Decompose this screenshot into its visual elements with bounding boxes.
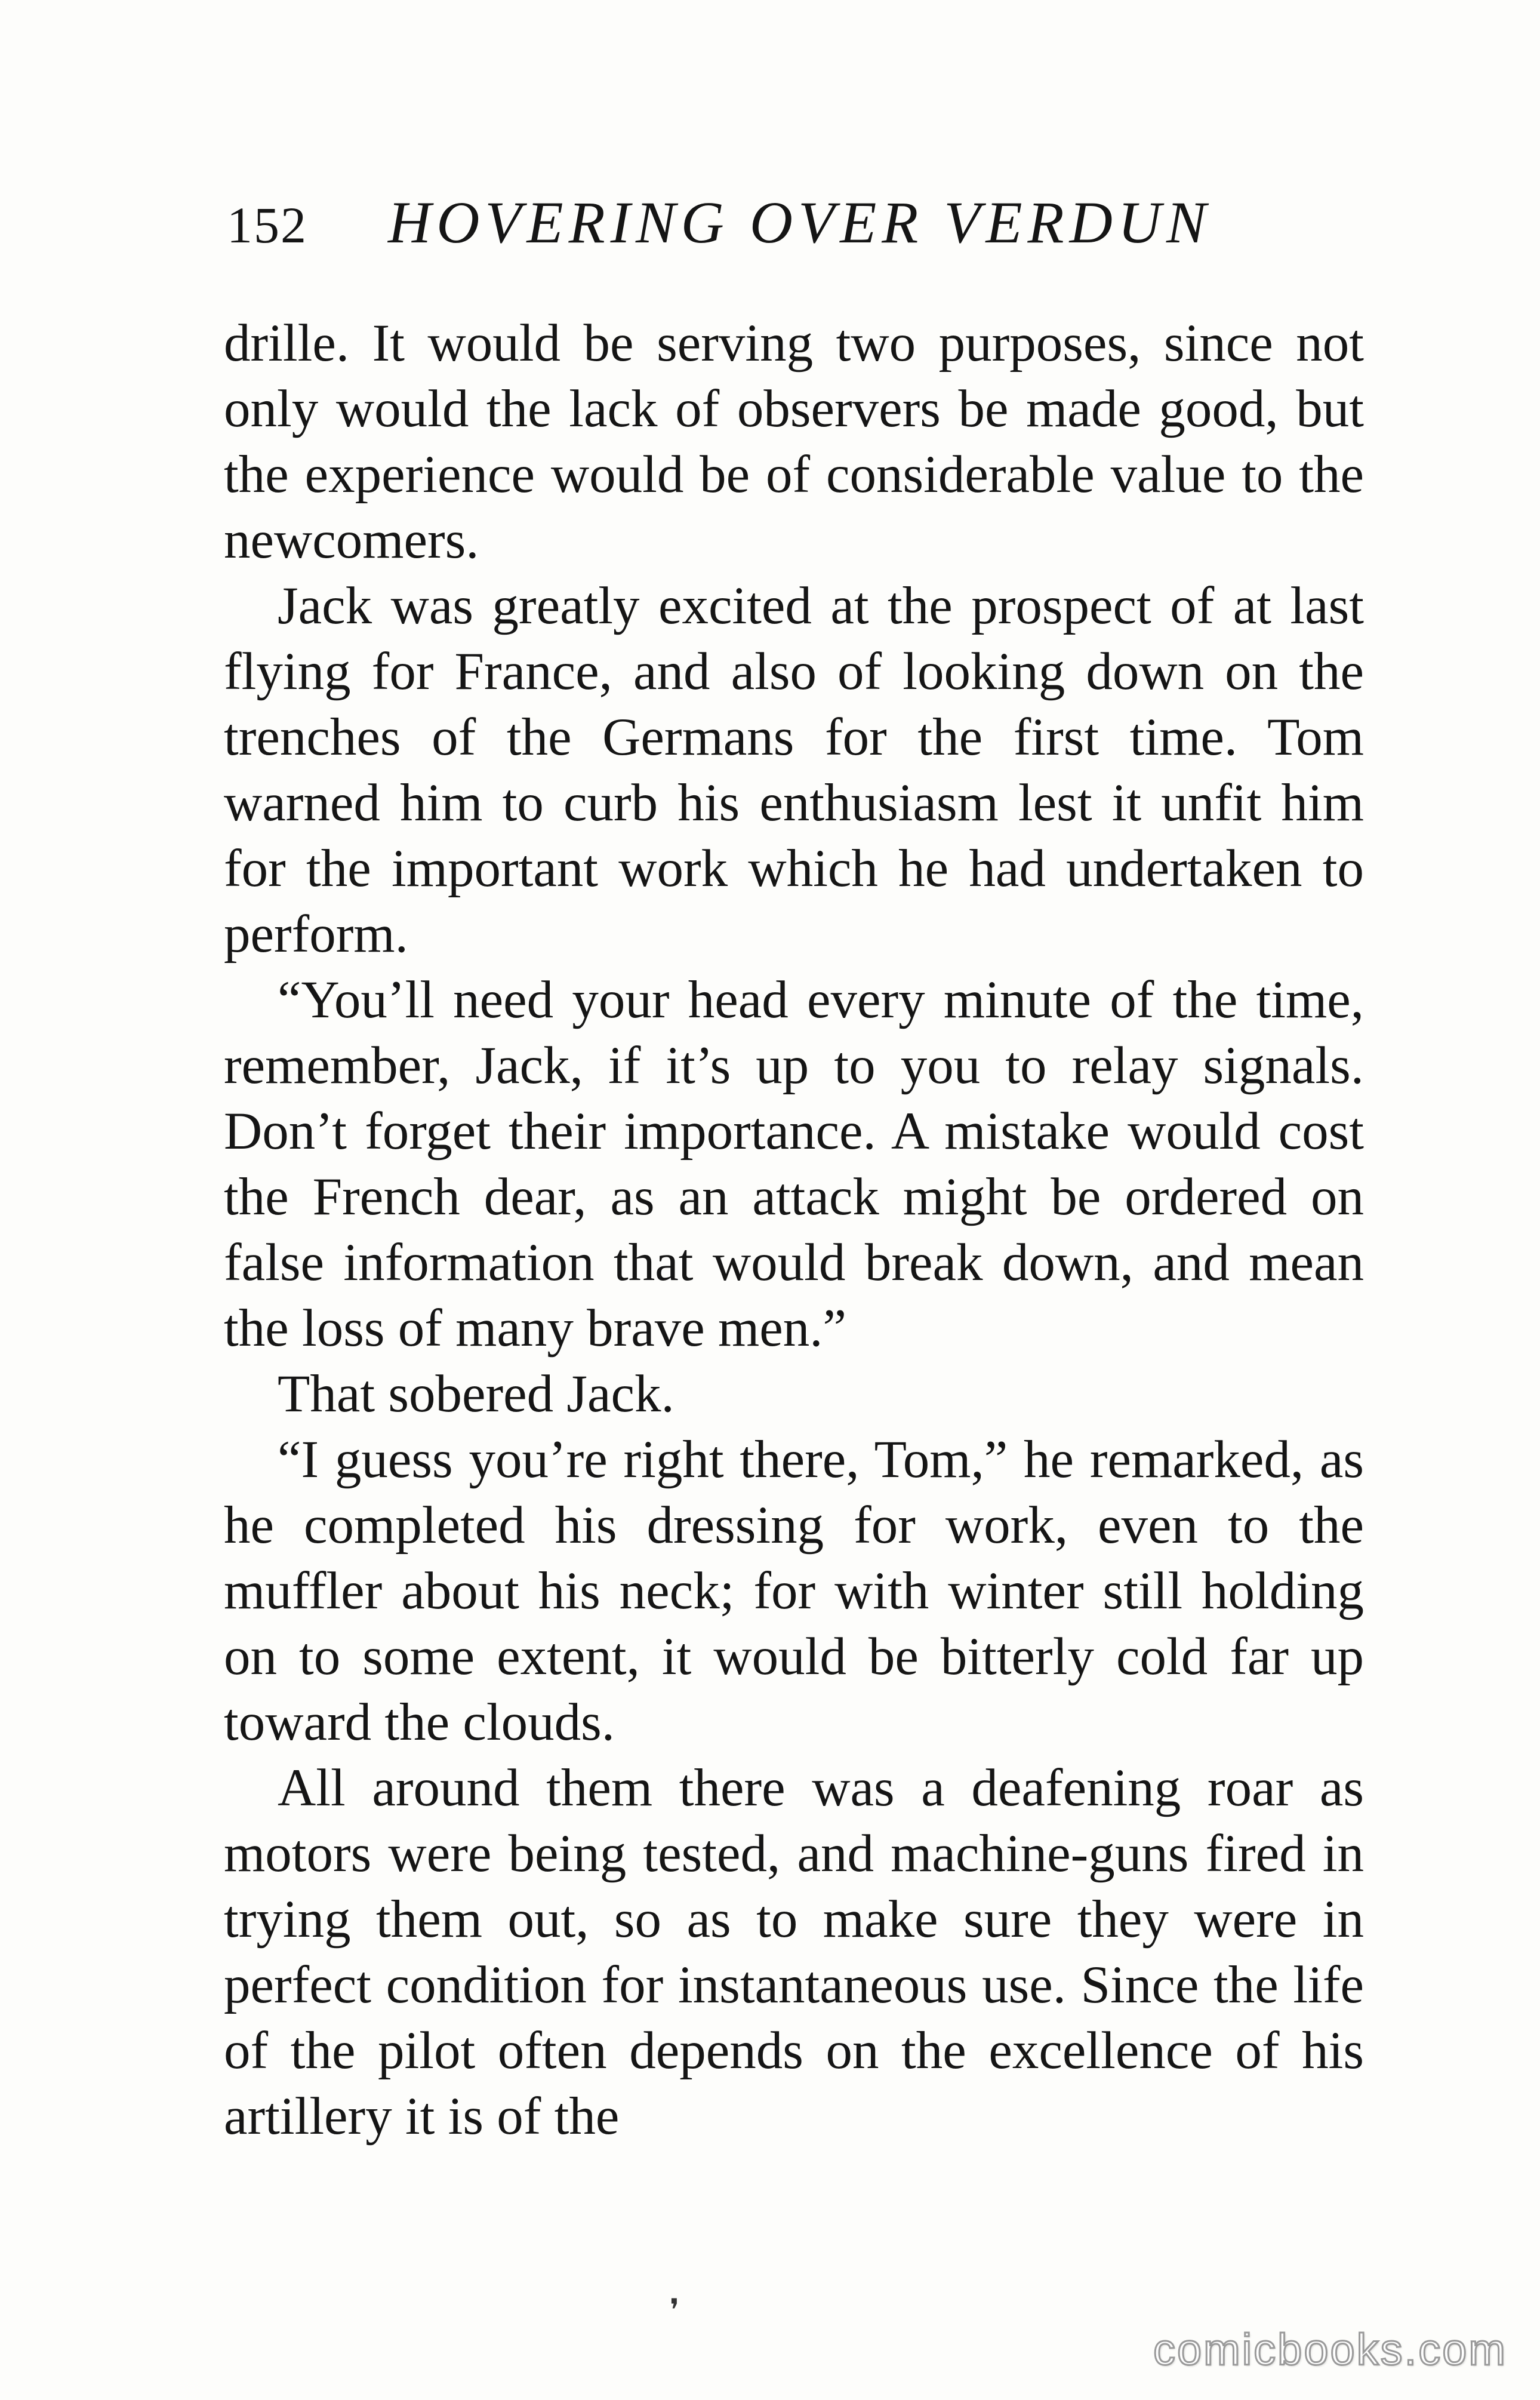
page-number: 152 <box>227 196 307 254</box>
paragraph: All around them there was a deafening roar as motors were being tested, and machine-guns fired in trying them out, so as to make sure they were in perfect condition for instantaneous use. Since the life of the pilot often depends on the excellence of his artillery it is of the <box>224 1759 1364 2146</box>
body-text <box>224 310 1364 2149</box>
page-footer-mark: ❜ <box>670 2293 680 2327</box>
page-header <box>227 188 1242 272</box>
paragraph: “I guess you’re right there, Tom,” he remarked, as he completed his dressing for work, even to the muffler about his neck; for with winter still holding on to some extent, it would be bitterly cold far up toward the clouds. <box>224 1430 1364 1752</box>
running-title: HOVERING OVER VERDUN <box>388 189 1212 256</box>
paragraph: “You’ll need your head every minute of the time, remember, Jack, if it’s up to you to relay signals. Don’t forget their importance. A mistake would cost the French dear, as an attack might be ordered on false information that would break down, and mean the loss of many brave men.” <box>224 971 1364 1358</box>
paragraph: That sobered Jack. <box>278 1365 674 1423</box>
paragraph: Jack was greatly excited at the prospect of at last flying for France, and also of looking down on the trenches of the Germans for the first time. Tom warned him to curb his enthusiasm lest it unfit him for the important work which he had undertaken to perform. <box>224 577 1364 964</box>
paragraph-continuation: drille. It would be serving two purposes, since not only would the lack of observers be made good, but the experience would be of considerable value to the newcomers. <box>224 314 1364 570</box>
watermark-logo: comicbooks.com <box>1153 2325 1507 2374</box>
